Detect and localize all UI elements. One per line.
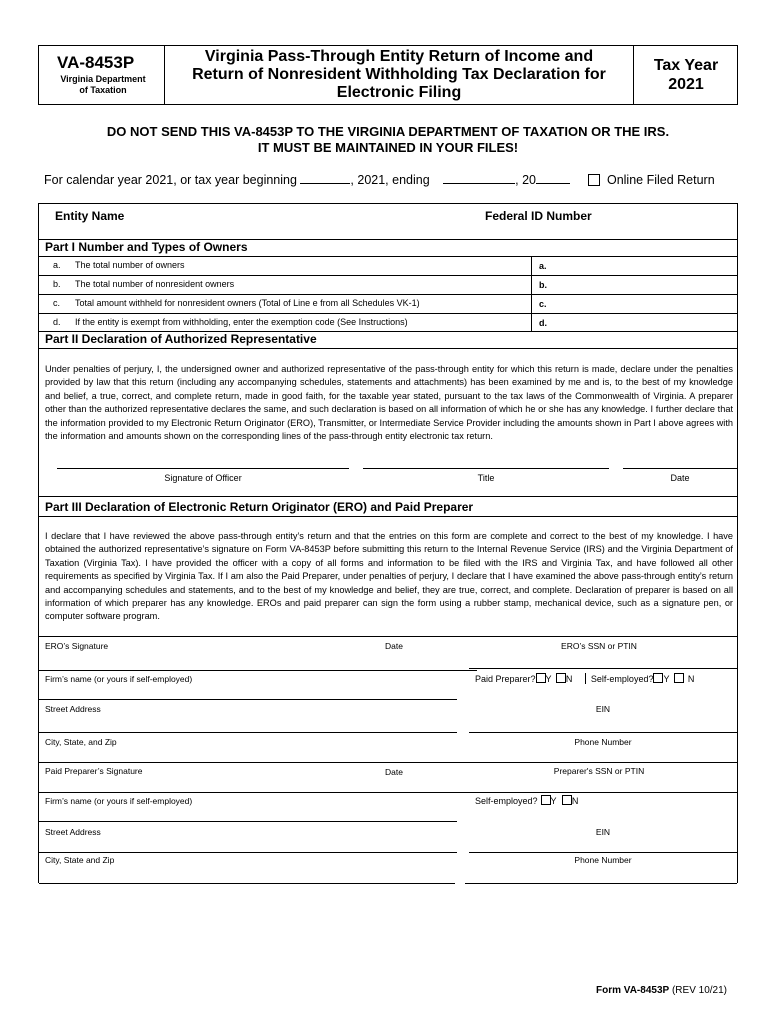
fein-field[interactable] (485, 224, 725, 238)
form-header (38, 45, 738, 105)
preparer-date-field[interactable] (385, 776, 475, 790)
nonresident-owners-field[interactable] (551, 277, 731, 293)
begin-date-field[interactable] (300, 172, 350, 184)
exemption-code-field[interactable] (551, 315, 731, 331)
form-body: Entity Name Federal ID Number Part I Number and Types of Owners a. The total number of owners a. b. The total number of nonresident owners b. c. Total amount withheld for nonresident owners (Total of Line e from all Schedules VK-1) c. d. If the entity is exempt from withholding, enter the exemption code (See Instructions) d. Part II Declaration of Authorized Representative Under penalties of perjury, I, the undersigned owner and authorized representative of the pass-through entity for which this return is made, declare under the penalties provided by law that this return (including any accompanying schedules, statements and attachments) has been examined by me and is, to the best of my knowledge and belief, a true, correct, and complete return, made in good faith, for the taxable year stated, pursuant to the tax laws of the Commonwealth of Virginia. A preparer other than the authorized representative declares the same, and such declaration is based on all information of which he or she has any knowledge. I further declare that the information provided to my Electronic Return Originator (ERO), Transmitter, or Intermediate Service Provider including the amounts shown in Part I above agrees with the information and amounts shown on the corresponding lines of the pass-through entity electronic tax return. Signature of Officer Title Date Part III Declaration of Electronic Return Originator (ERO) and Paid Preparer I declare that I have reviewed the above pass-through entity’s return and that the entries on this form are complete and correct to the best of my knowledge. I have obtained the authorized representative’s signature on Form VA-8453P before submitting this return to the Internal Revenue Service (IRS) and the Virginia Department of Taxation (Virginia Tax). I have provided the officer with a copy of all forms and information to be filed with the IRS and Virginia Tax, and have followed all other requirements as specified by Virginia Tax. If I am also the Paid Preparer, under penalties of perjury, I declare that I have examined the above pass-through entity’s return and accompanying schedules and statements, and to the best of my knowledge and belief, they are true, correct, and complete. Declaration of preparer is based on all information of which preparer has any knowledge. EROs and paid preparer can sign the form using a rubber stamp, mechanical device, such as a signature pen, or computer software program. ERO’s Signature Date ERO’s SSN or PTIN Firm’s name (or yours if self-employed) Paid Preparer? Y N Self-employed? Y N Street Address EIN City, State, and Zip Phone Number Paid Preparer’s Signature Date Preparer's SSN or PTIN Firm’s name (or yours if self-employed) Self-employed? Y N Street Address EIN City, State and Zip Phone Number (38, 203, 738, 883)
part1-row-d-letter: d. (53, 317, 61, 327)
part3-declaration-text: I declare that I have reviewed the above pass-through entity’s return and that the entries on this form are complete and correct to the best of my knowledge. I have obtained the authorized representative’s signature on Form VA-8453P before submitting this return to the Internal Revenue Service (IRS) and the Virginia Department of Taxation (Virginia Tax). I have provided the officer with a copy of all forms and information to be filed with the IRS and Virginia Tax, and have followed all other requirements as specified by Virginia Tax. If I am also the Paid Preparer, under penalties of perjury, I declare that I have examined the above pass-through entity’s return and accompanying schedules and statements, and to the best of my knowledge and belief, they are true, correct, and complete. Declaration of preparer is based on all information of which preparer has any knowledge. EROs and paid preparer can sign the form using a rubber stamp, mechanical device, such as a signature pen, or computer software program. (45, 531, 733, 622)
preparer-signature-field[interactable] (45, 776, 375, 790)
form-number: VA-8453P (57, 53, 135, 72)
preparer-city-field[interactable] (45, 865, 465, 879)
part2-declaration-text: Under penalties of perjury, I, the undersigned owner and authorized representative of the pass-through entity for which this return is made, declare under the penalties provided by law that this return (including any accompanying schedules, statements and attachments) has been examined by me and is, to the best of my knowledge and belief, a true, correct, and complete return, made in good faith, for the taxable year stated, pursuant to the tax laws of the Commonwealth of Virginia. A preparer other than the authorized representative declares the same, and such declaration is based on all information of which he or she has any knowledge. I further declare that the information provided to my Electronic Return Originator (ERO), Transmitter, or Intermediate Service Provider including the amounts shown in Part I above agrees with the information and amounts shown on the corresponding lines of the pass-through entity electronic tax return. (45, 364, 733, 442)
officer-date-field[interactable] (623, 452, 737, 468)
preparer-self-employed-yes-checkbox[interactable] (541, 795, 551, 805)
part1-row-a-letter: a. (53, 260, 61, 270)
amount-withheld-field[interactable] (551, 296, 731, 312)
online-filed-checkbox[interactable] (588, 174, 600, 186)
preparer-ein-field[interactable] (479, 837, 729, 851)
preparer-self-employed-no-checkbox[interactable] (562, 795, 572, 805)
end-date-field[interactable] (443, 172, 515, 184)
part1-row-c-letter: c. (53, 298, 61, 308)
tax-year: Tax Year 2021 (653, 57, 719, 93)
warning-notice: DO NOT SEND THIS VA-8453P TO THE VIRGINIA DEPARTMENT OF TAXATION OR THE IRS. IT MUST BE MAINTAINED IN YOUR FILES! (106, 124, 670, 155)
part1-row-b-letter: b. (53, 279, 61, 289)
ero-phone-field[interactable] (479, 747, 729, 761)
preparer-firm-name-field[interactable] (45, 806, 465, 820)
end-year-field[interactable] (536, 172, 570, 184)
total-owners-field[interactable] (551, 258, 731, 274)
self-employed-question: Self-employed? Y N (475, 796, 579, 806)
part1-row-d-text: If the entity is exempt from withholding, enter the exemption code (See Instructions) (75, 317, 408, 327)
ero-firm-name-field[interactable] (45, 684, 465, 698)
ero-ssn-field[interactable] (479, 651, 729, 667)
part1-row-c-text: Total amount withheld for nonresident owners (Total of Line e from all Schedules VK-1) (75, 298, 420, 308)
part3-title: Part III Declaration of Electronic Return Originator (ERO) and Paid Preparer (45, 500, 474, 514)
part1-row-b-text: The total number of nonresident owners (75, 279, 235, 289)
ero-date-field[interactable] (385, 651, 475, 667)
department-name: Virginia Department of Taxation (60, 74, 146, 95)
part1-title: Part I Number and Types of Owners (45, 240, 248, 254)
ero-signature-field[interactable] (45, 651, 375, 667)
preparer-ssn-field[interactable] (479, 776, 729, 790)
self-employed-yes-checkbox[interactable] (653, 673, 663, 683)
paid-preparer-no-checkbox[interactable] (556, 673, 566, 683)
entity-name-label: Entity Name (55, 209, 125, 223)
form-footer: Form VA-8453P (REV 10/21) (596, 985, 727, 996)
part2-title: Part II Declaration of Authorized Representative (45, 332, 317, 346)
form-title: Virginia Pass-Through Entity Return of Income and Return of Nonresident Withholding Tax Declaration for Electronic Filing (192, 48, 606, 101)
entity-name-field[interactable] (49, 224, 469, 238)
officer-signature-field[interactable] (57, 452, 349, 468)
ero-ein-field[interactable] (479, 714, 729, 730)
preparer-phone-field[interactable] (479, 865, 729, 879)
officer-title-field[interactable] (363, 452, 609, 468)
fein-label: Federal ID Number (485, 209, 592, 223)
self-employed-no-checkbox[interactable] (674, 673, 684, 683)
preparer-street-field[interactable] (45, 837, 465, 851)
paid-preparer-yes-checkbox[interactable] (536, 673, 546, 683)
ero-street-field[interactable] (45, 714, 465, 730)
paid-preparer-question: Paid Preparer? Y N Self-employed? Y N (475, 674, 695, 684)
tax-period-line: For calendar year 2021, or tax year beginning , 2021, ending , 20 Online Filed Return (44, 173, 715, 187)
part1-row-a-text: The total number of owners (75, 260, 185, 270)
ero-city-field[interactable] (45, 747, 465, 761)
